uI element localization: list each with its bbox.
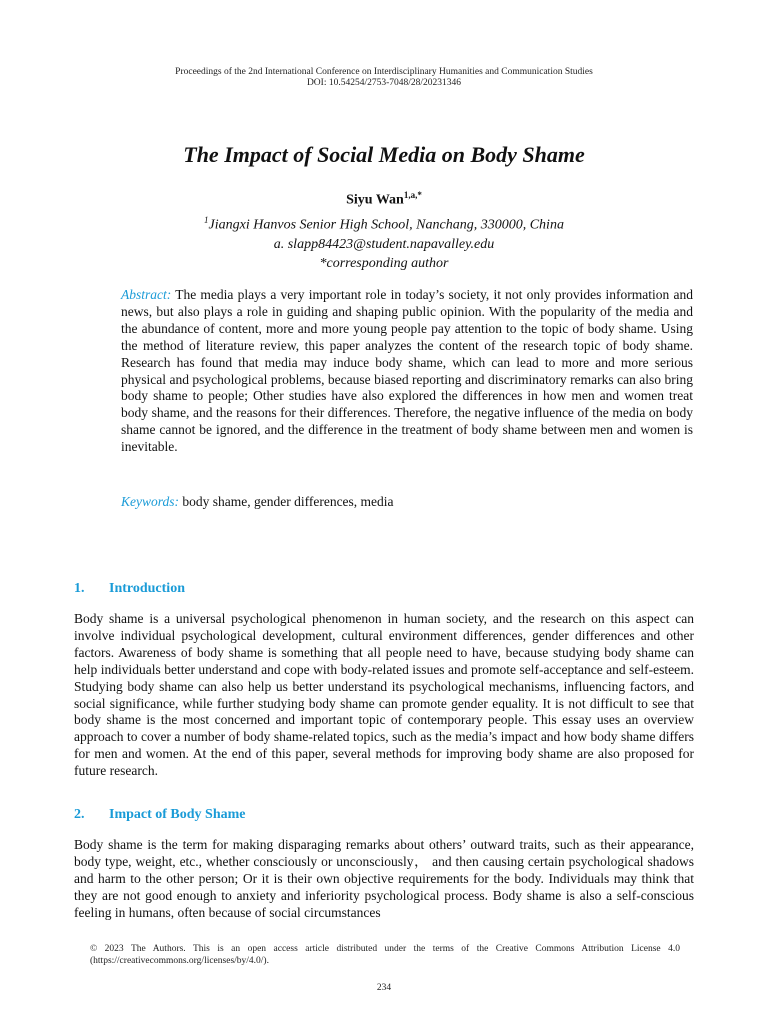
abstract-text: The media plays a very important role in today’s society, it not only provides information and news, but also plays a role in guiding and shaping public opinion. With the popularity of the media and the abundance of content, more and more young people pay attention to the topic of body shame. Using the method of literature review, this paper analyzes the content of the research topic of body shame. Research has found that media may induce body shame, which can lead to more and more serious physical and psychological problems, because biased reporting and discriminatory remarks can also bring body shame to people; Other studies have also explored the differences in how men and women treat body shame, and the reasons for their differences. Therefore, the negative influence of the media on body shame cannot be ignored, and the difference in the treatment of body shame between men and women is inevitable. — [121, 287, 693, 455]
running-header — [0, 67, 768, 89]
author-line — [0, 190, 768, 209]
affiliation-text: Jiangxi Hanvos Senior High School, Nanchang, 330000, China — [208, 217, 564, 233]
paper-title: The Impact of Social Media on Body Shame — [183, 142, 585, 167]
abstract-label: Abstract: — [121, 287, 172, 302]
author-email: a. slapp84423@student.napavalley.edu — [273, 236, 495, 252]
doi-line: DOI: 10.54254/2753-7048/28/20231346 — [306, 78, 462, 88]
section-heading-impact — [74, 807, 694, 823]
section-number: 1. — [74, 581, 85, 596]
proceedings-line: Proceedings of the 2nd International Conference on Interdisciplinary Humanities and Communication Studies — [175, 67, 593, 77]
author-name: Siyu Wan — [346, 192, 404, 208]
section-title: Introduction — [109, 581, 185, 596]
section-heading-introduction — [74, 581, 694, 597]
keywords — [121, 493, 693, 510]
section-number: 2. — [74, 807, 85, 822]
impact-paragraph: Body shame is the term for making disparaging remarks about others’ outward traits, such as their appearance, body type, weight, etc., whether consciously or unconsciously， and then causing certain psychological shadows and harm to the other person; Or it is their own objective requirements for the body. Individuals may think that they are not good enough to anxiety and inferiority psychological process. Body shame is also a self-conscious feeling in humans, often because of social circumstances — [74, 837, 694, 920]
abstract — [121, 287, 693, 456]
section-title: Impact of Body Shame — [109, 807, 246, 822]
corresponding-note: *corresponding author — [319, 255, 449, 271]
page-number: 234 — [376, 983, 392, 993]
keywords-label: Keywords: — [121, 494, 179, 509]
affiliation-superscript: 1 — [204, 215, 209, 225]
affiliation-line — [0, 211, 768, 235]
license-footnote: © 2023 The Authors. This is an open access article distributed under the terms of the Creative Commons Attribution License 4.0 (https://creativecommons.org/licenses/by/4.0/). — [90, 944, 680, 966]
keywords-text: body shame, gender differences, media — [182, 494, 394, 509]
affiliation-block — [0, 211, 768, 273]
introduction-paragraph: Body shame is a universal psychological phenomenon in human society, and the research on this aspect can involve individual psychological development, cultural environment differences, gender differences and other factors. Awareness of body shame is something that all people need to have, because studying body shame can help individuals better understand and cope with body-related issues and promote self-acceptance and self-esteem. Studying body shame can also help us better understand its psychological mechanisms, influencing factors, and social significance, while further studying body shame can promote gender equality. It is not difficult to see that body shame is the most concerned and important topic of contemporary people. This essay uses an overview approach to cover a number of body shame-related topics, such as the media’s impact and how body shame differs for men and women. At the end of this paper, several methods for improving body shame are also proposed for future research. — [74, 611, 694, 779]
author-superscript: 1,a,* — [403, 190, 422, 200]
